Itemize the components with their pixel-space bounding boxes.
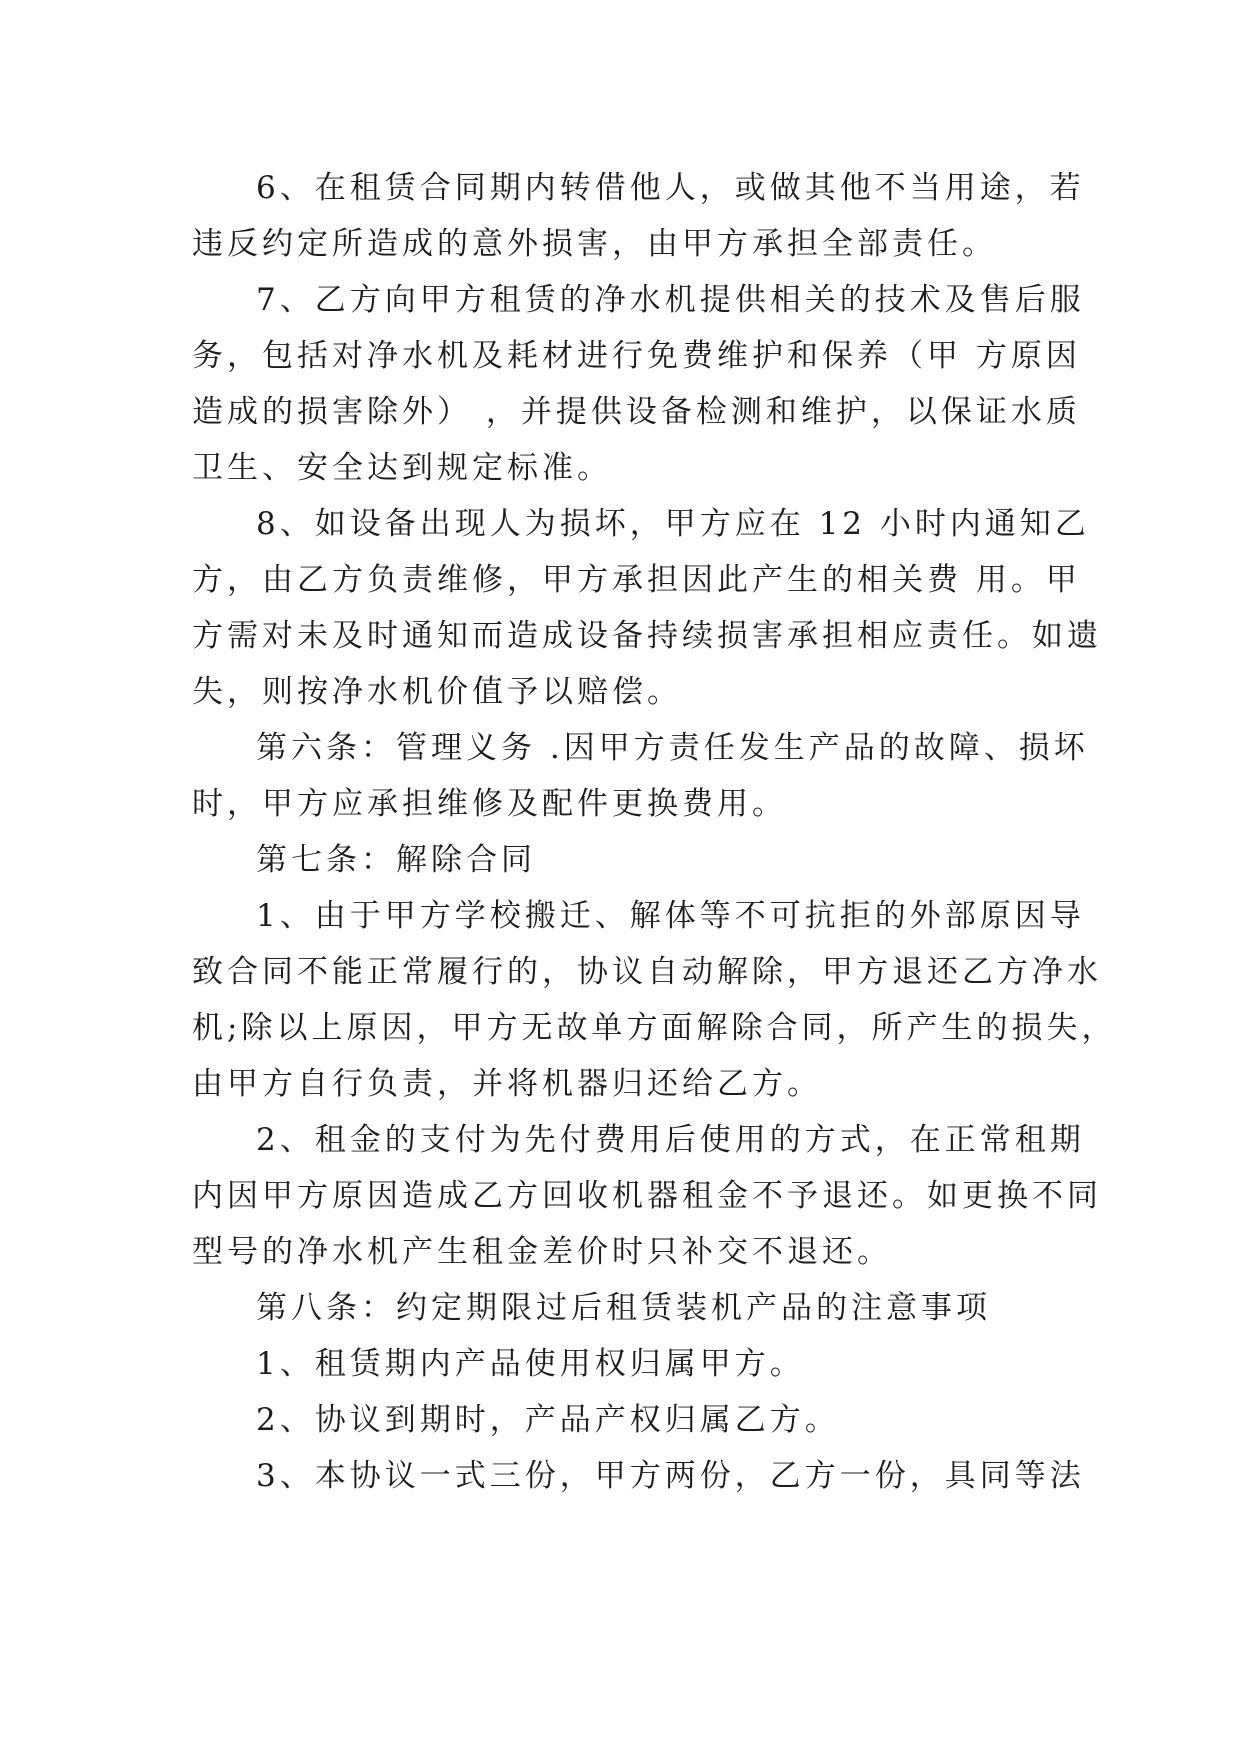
text-line: 型号的净水机产生租金差价时只补交不退还。	[192, 1234, 892, 1270]
article-heading-line: 第六条：管理义务 .因甲方责任发生产品的故障、损坏	[256, 730, 1089, 766]
text-line: 由甲方自行负责，并将机器归还给乙方。	[192, 1066, 822, 1102]
text-line: 6、在租赁合同期内转借他人，或做其他不当用途，若	[256, 170, 1085, 206]
text-line: 方需对未及时通知而造成设备持续损害承担相应责任。如遗	[192, 618, 1102, 654]
text-line: 2、协议到期时，产品产权归属乙方。	[256, 1402, 840, 1438]
text-line: 失，则按净水机价值予以赔偿。	[192, 674, 682, 710]
article-heading-line: 第八条：约定期限过后租赁装机产品的注意事项	[256, 1290, 991, 1326]
text-line: 8、如设备出现人为损坏，甲方应在 12 小时内通知乙	[256, 506, 1090, 542]
article-heading-line: 第七条：解除合同	[256, 842, 536, 878]
document-body	[192, 160, 1117, 1504]
text-line: 机;除以上原因，甲方无故单方面解除合同，所产生的损失，	[192, 1010, 1117, 1046]
text-line: 2、租金的支付为先付费用后使用的方式，在正常租期	[256, 1122, 1085, 1158]
text-line: 1、由于甲方学校搬迁、解体等不可抗拒的外部原因导	[256, 898, 1085, 934]
text-line: 1、租赁期内产品使用权归属甲方。	[256, 1346, 805, 1382]
text-line: 方，由乙方负责维修，甲方承担因此产生的相关费 用。甲	[192, 562, 1081, 598]
text-line: 务，包括对净水机及耗材进行免费维护和保养（甲 方原因	[192, 338, 1081, 374]
text-line: 违反约定所造成的意外损害，由甲方承担全部责任。	[192, 226, 997, 262]
text-line: 内因甲方原因造成乙方回收机器租金不予退还。如更换不同	[192, 1178, 1102, 1214]
text-line: 7、乙方向甲方租赁的净水机提供相关的技术及售后服	[256, 282, 1085, 318]
text-line: 3、本协议一式三份，甲方两份，乙方一份，具同等法	[256, 1458, 1085, 1494]
text-line: 时，甲方应承担维修及配件更换费用。	[192, 786, 787, 822]
text-line: 造成的损害除外） ，并提供设备检测和维护，以保证水质	[192, 394, 1081, 430]
text-line: 卫生、安全达到规定标准。	[192, 450, 612, 486]
text-line: 致合同不能正常履行的，协议自动解除，甲方退还乙方净水	[192, 954, 1102, 990]
